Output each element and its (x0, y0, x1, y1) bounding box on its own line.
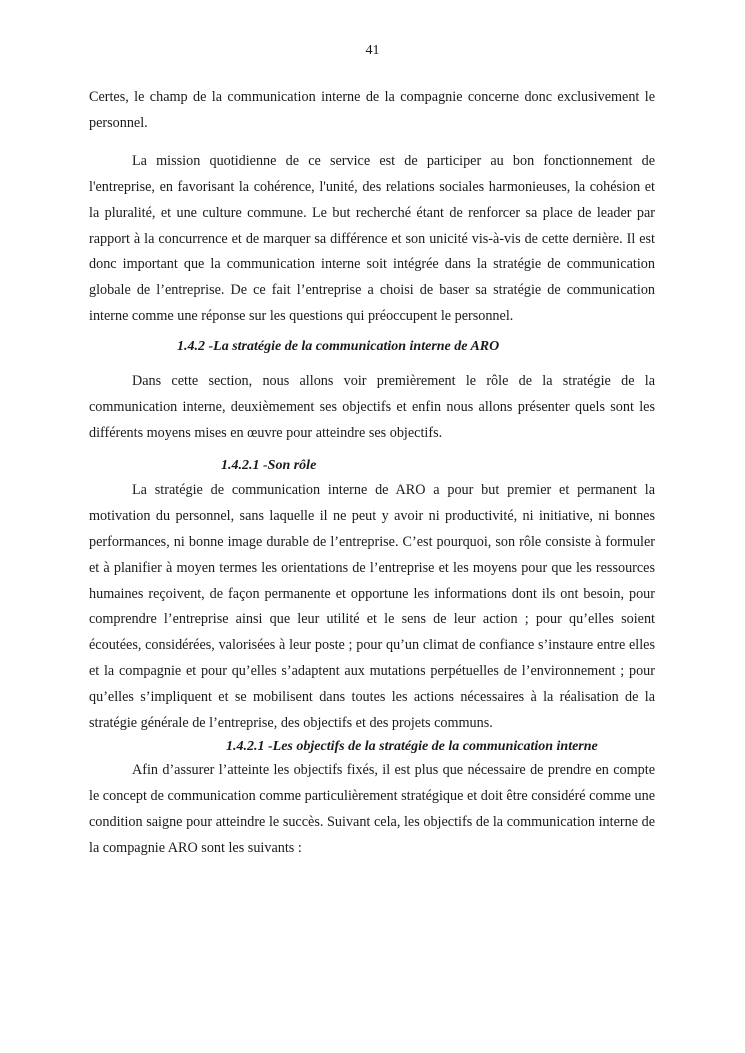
paragraph-section-overview: Dans cette section, nous allons voir premièrement le rôle de la stratégie de la communication interne, deuxièmement ses objectifs et enfin nous allons présenter quels sont les différents moyens mises en œuvre pour atteindre ses objectifs. (89, 373, 655, 441)
paragraph-role: La stratégie de communication interne de ARO a pour but premier et permanent la motivation du personnel, sans laquelle il ne peut y avoir ni productivité, ni initiative, ni bonnes performances, ni bonne image durable de l’entreprise. C’est pourquoi, son rôle consiste à formuler et à planifier à moyen termes les orientations de l’entreprise et les moyens pour que les ressources humaines reçoivent, de façon permanente et opportune les informations dont ils ont besoin, pour comprendre l’entreprise ainsi que leur utilité et le sens de leur action ; pour qu’elles soient écoutées, considérées, valorisées à leur poste ; pour qu’un climat de confiance s’instaure entre elles et la compagnie et pour qu’elles s’adaptent aux mutations perpétuelles de l’environnement ; pour qu’elles s’impliquent et se mobilisent dans toutes les actions nécessaires à la réalisation de la stratégie générale de l’entreprise, des objectifs et des projets communs. (89, 481, 655, 732)
section-heading-strategy: 1.4.2 -La stratégie de la communication interne de ARO (177, 339, 500, 355)
page-number: 41 (365, 43, 380, 58)
subsection-heading-objectives: 1.4.2.1 -Les objectifs de la stratégie de la communication interne (226, 738, 598, 754)
subsection-heading-role: 1.4.2.1 -Son rôle (221, 457, 317, 473)
document-body (89, 85, 655, 862)
paragraph-objectives: Afin d’assurer l’atteinte les objectifs fixés, il est plus que nécessaire de prendre en compte le concept de communication comme particulièrement stratégique et doit être considéré comme une condition saigne pour atteindre le succès. Suivant cela, les objectifs de la communication interne de la compagnie ARO sont les suivants : (89, 761, 655, 856)
paragraph-mission: La mission quotidienne de ce service est de participer au bon fonctionnement de l'entreprise, en favorisant la cohérence, l'unité, des relations sociales harmonieuses, la cohésion et la pluralité, et une culture commune. Le but recherché étant de renforcer sa place de leader par rapport à la concurrence et de marquer sa différence et son unicité vis-à-vis de cette dernière. Il est donc important que la communication interne soit intégrée dans la stratégie de communication globale de l’entreprise. De ce fait l’entreprise a choisi de baser sa stratégie de communication interne comme une réponse sur les questions qui préoccupent le personnel. (89, 152, 655, 325)
paragraph-intro: Certes, le champ de la communication interne de la compagnie concerne donc exclusivement le personnel. (89, 89, 655, 131)
